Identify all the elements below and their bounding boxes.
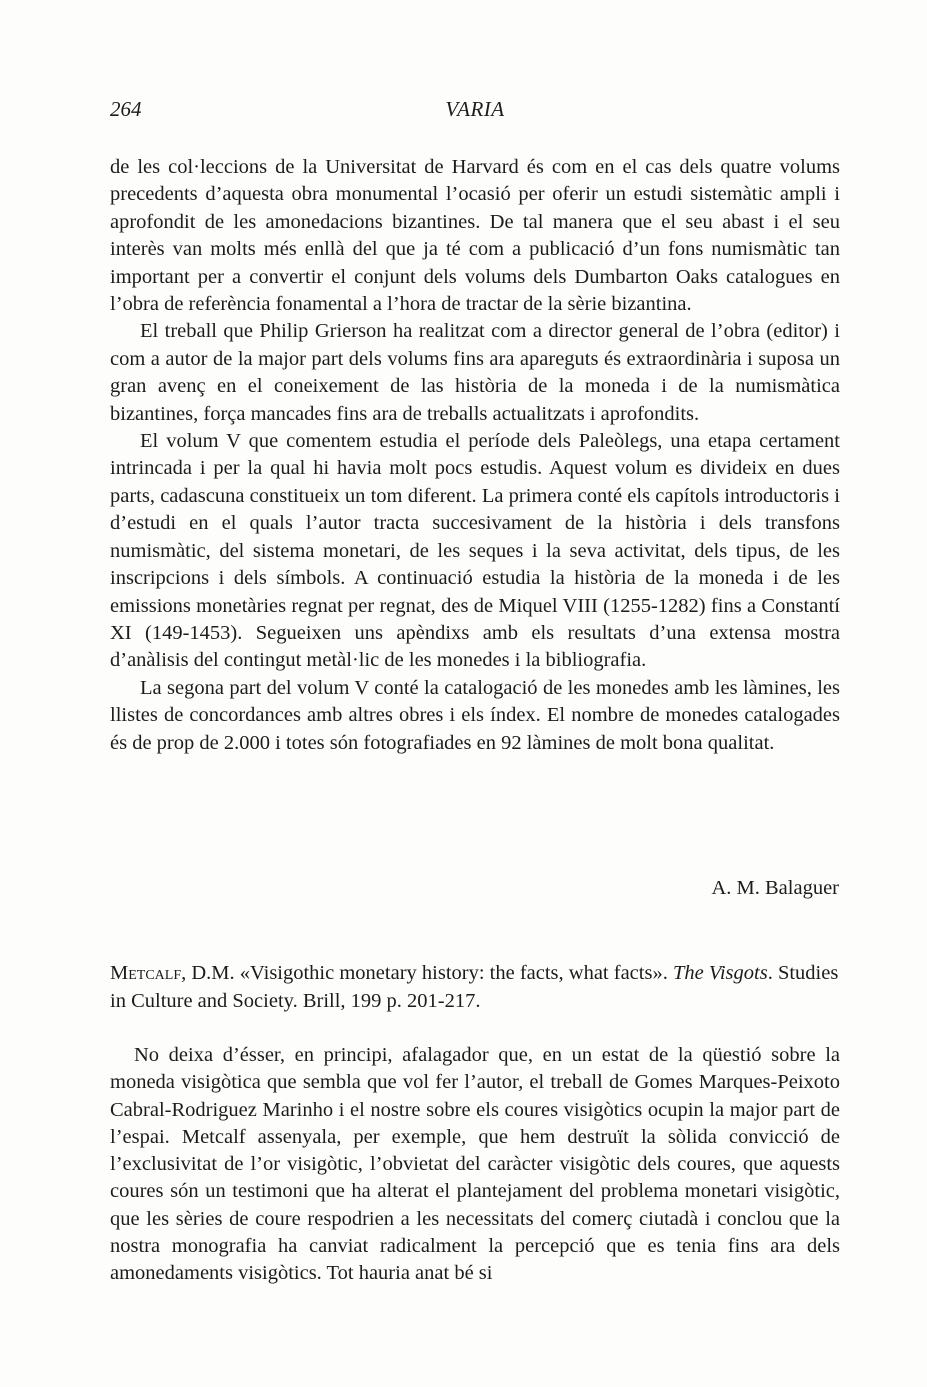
page-header [110,97,840,127]
book-title: The Visgots [672,962,768,984]
page-number: 264 [110,97,142,121]
paragraph: El treball que Philip Grierson ha realitzat com a director general de l’obra (editor) i com a autor de la major part dels volums fins ara apareguts és extraordinària i suposa un gran avenç en el coneixement de las història de la moneda i de la numismàtica bizantines, força mancades fins ara de treballs actualitzats i aprofondits. [110,320,840,425]
author-surname-rest: etcalf [128,962,182,984]
review-balaguer-text [110,154,840,757]
article-title: «Visigothic monetary history: the facts, what facts». [239,962,673,984]
paragraph: El volum V que comentem estudia el període dels Paleòlegs, una etapa certament intrincada i per la qual hi havia molt pocs estudis. Aquest volum es divideix en dues parts, cadascuna constitueix un tom diferent. La primera conté els capítols introductoris i d’estudi en el quals l’autor tracta succesivament de la història i dels transfons numismàtic, del sistema monetari, de les seques i la seva activitat, dels tipus, de les inscripcions i dels símbols. A continuació estudia la història de la moneda i de les emissions monetàries regnat per regnat, des de Miquel VIII (1255-1282) fins a Constantí XI (149-1453). Segueixen uns apèndixs amb els resultats d’una extensa mostra d’anàlisis del contingut metàl·lic de les monedes i la bibliografia. [110,430,840,672]
running-title: VARIA [445,97,505,121]
author-surname-initial: M [110,962,129,984]
author-initials: , D.M. [181,962,240,984]
paragraph: de les col·leccions de la Universitat de Harvard és com en el cas dels quatre volums precedents d’aquesta obra monumental l’ocasió per oferir un estudi sistemàtic ampli i aprofondit de les amonedacions bizantines. De tal manera que el seu abast i el seu interès van molts més enllà del que ja té com a publicació d’un fons numismàtic tan important per a convertir el conjunt dels volums dels Dumbarton Oaks catalogues en l’obra de referència fonamental a l’hora de tractar de la sèrie bizantina. [110,156,840,316]
paragraph: La segona part del volum V conté la catalogació de les monedes amb les làmines, les llistes de concordances amb altres obres i els índex. El nombre de monedes catalogades és de prop de 2.000 i totes són fotografiades en 92 làmines de molt bona qualitat. [110,676,840,754]
paragraph: No deixa d’ésser, en principi, afalagador que, en un estat de la qüestió sobre la moneda visigòtica que sembla que vol fer l’autor, el treball de Gomes Marques-Peixoto Cabral-Rodriguez Marinho i el nostre sobre els coures visigòtics ocupin la major part de l’espai. Metcalf assenyala, per exemple, que hem destruït la sòlida convicció de l’exclusivitat de l’or visigòtic, l’obvietat del caràcter visigòtic dels coures, que aquests coures són un testimoni que ha alterat el plantejament del problema monetari visigòtic, que les sèries de coure respodrien a les necessitats del comerç ciutadà i conclou que la nostra monografia ha canviat radicalment la percepció que es tenia fins ara dels amonedaments visigòtics. Tot hauria anat bé si [110,1044,840,1285]
publication-details: . Studies in Culture and Society. Brill, 199 p. 201-217. [110,962,839,1012]
bibliographic-reference [110,960,840,1015]
review-metcalf-text [110,1042,840,1288]
review-signature: A. M. Balaguer [711,877,839,899]
